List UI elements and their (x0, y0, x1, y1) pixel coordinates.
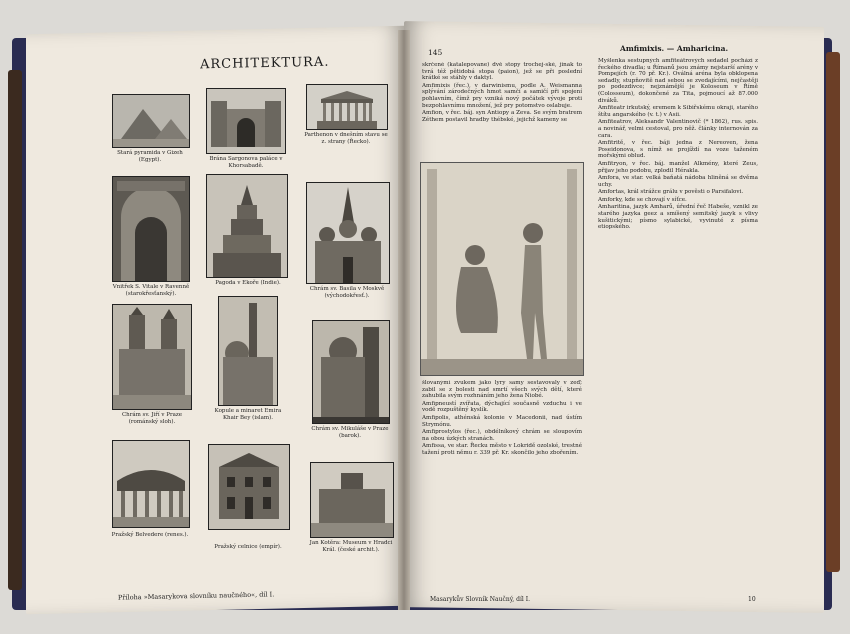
paragraph: Amfion, v řec. báj. syn Antiopy a Zeva. Se svým bratrem Zéthem postavil hradby thébské, jejichž kameny se (422, 110, 582, 123)
paragraph: šlovanýmí zvukem jako lyry samy sestavovaly v zeď; zabil se z bolesti nad smrtí všech svých dětí, které zahubila svým rozhnáním jeho žena Niobé. (422, 380, 582, 400)
caption-pagoda: Pagoda v Ekoře (Indie). (215, 280, 281, 286)
right-page-footer: Masarykův Slovník Naučný, díl I. (430, 596, 530, 603)
caption-st-basil: Chrám sv. Basila v Moskvě (východokřesť.). (309, 286, 385, 299)
photo-parthenon (306, 84, 388, 130)
caption-kotera-museum: Jan Kotěra: Museum v Hradci Král. (české archit.). (309, 540, 393, 553)
paragraph: Amfiteatrov, Aleksandr Valentinovič (* 1862), rus. spis. a novinář, velmi cestoval, pro něž. články internován za cara. (598, 119, 758, 139)
photo-customs-house (208, 444, 290, 530)
spine-edge-right (826, 52, 840, 572)
caption-customs-house: Pražský celnice (empír). (214, 544, 282, 550)
paragraph: Amfora, ve star. velká baňatá nádoba hliněná se dvěma uchy. (598, 175, 758, 188)
caption-sargon-gate: Brána Sargonova paláce v Khorsabadě. (209, 156, 283, 169)
paragraph: Myšlenka sestupných amfiteátrových sedadel pochází z řeckého divadla; u Římanů jsou známy nejstarší arény v Pompejích (r. 70 př. Kr.). Oválná aréna byla obklopena sedadly, stupňovitě nad sebou se zvedajícími, nejčastěji po podezdívce; nejznámější je Koloseum v Římě (Colosseum), dokončené za Tita, pojmoucí až 87.000 diváků. (598, 58, 758, 104)
photo-st-george (112, 304, 192, 410)
caption-pyramid: Stará pyramida v Gizeh (Egypt). (117, 150, 183, 163)
paragraph: Amfiprostylos (řec.), obdélníkový chrám se sloupovím na obou úzkých stranách. (422, 429, 582, 442)
book-gutter (398, 30, 410, 610)
paragraph: Amfitritě, v řec. báji jedna z Nereoven, žena Poseidonova, s nímž se projíždí na voze taženém mořskými oblud. (598, 140, 758, 160)
paragraph: Amfissa, ve star. Řecku město v Lokridě ozolské, trestné tažení proti němu r. 339 př. Kr. skončilo jeho zbořením. (422, 443, 582, 456)
running-head: Amfimixis. — Amharicina. (620, 44, 729, 53)
paragraph: Amfiteatr irkutský, eremem k Sibiřskému okraji, starého štítu angarského (v. t.) v Asii. (598, 105, 758, 118)
paragraph: Amfortas, král strážce grálu v pověsti o Parsifalovi. (598, 189, 744, 196)
photo-st-basil (306, 182, 390, 284)
caption-parthenon: Parthenon v dnešním stavu se z. strany (Řecko). (304, 132, 388, 145)
caption-minaret: Kopule a minaret Emira Khair Bey (islam). (214, 408, 282, 421)
caption-st-george: Chrám sv. Jiří v Praze (románský sloh). (121, 412, 183, 425)
paragraph: skrčené (katalepovane) dvě stopy trochej-ské, jinak to tvrá též pětidobá stopa (paion), jež se při poslední krátké se stáhly v daktyl. (422, 62, 582, 82)
caption-belvedere: Pražský Belvedere (renes.). (111, 532, 189, 538)
photo-sargon-gate (206, 88, 286, 154)
left-page-footer: Příloha »Masarykova slovníku naučného«, díl I. (117, 590, 275, 602)
page-number: 145 (428, 48, 443, 57)
photo-san-vitale (112, 176, 190, 282)
photo-pyramid (112, 94, 190, 148)
column-left-bottom (422, 380, 582, 590)
caption-st-nicholas: Chrám sv. Mikuláše v Praze (barok). (311, 426, 389, 439)
photo-belvedere (112, 440, 190, 528)
spine-edge-left (8, 70, 22, 590)
column-left-top (422, 62, 582, 160)
paragraph: Amforky, kde se chovají v síťce. (598, 196, 687, 203)
plate-heading: ARCHITEKTURA. (199, 54, 330, 73)
photo-st-nicholas (312, 320, 390, 424)
right-page-footer-number: 10 (748, 596, 756, 603)
paragraph: Amharitina, jazyk Amharů, úřední řeč Habeše, vznikl ze starého jazyka geez a smíšený semitský jazyk s vlivy kušitickými; písmo sylabické, vyvinuté z písma etiopského. (598, 204, 758, 231)
paragraph: Amfipneustí zvířata, dýchající současně vzduchu i ve vodě rozpuštěný kyslík. (422, 400, 582, 414)
caption-san-vitale: Vnitřek S. Vitale v Ravenně (starokřesťanský). (112, 284, 190, 297)
paragraph: Amfimixis (řec.), v darwinismu, podle A. Weismanna splývání zárodečných hmot samčí a samičí při spojení pohlavním, čímž pry vzniká nový počátek vývoje proti bezpohlavnímu množení, jež pry potomstvo oslabuje. (422, 82, 582, 109)
photo-pagoda (206, 174, 288, 278)
photo-kotera-museum (310, 462, 394, 538)
paragraph: Amfitryon, v řec. báj. manžel Alkmény, které Zeus, přijav jeho podobu, zplodil Hérakla. (598, 160, 758, 174)
column-right (598, 58, 758, 590)
paragraph: Amfipolis, athénská kolonie v Macedonii, nad ústím Strymónu. (422, 414, 582, 428)
photo-minaret (218, 296, 278, 406)
amfion-illustration (420, 162, 584, 376)
